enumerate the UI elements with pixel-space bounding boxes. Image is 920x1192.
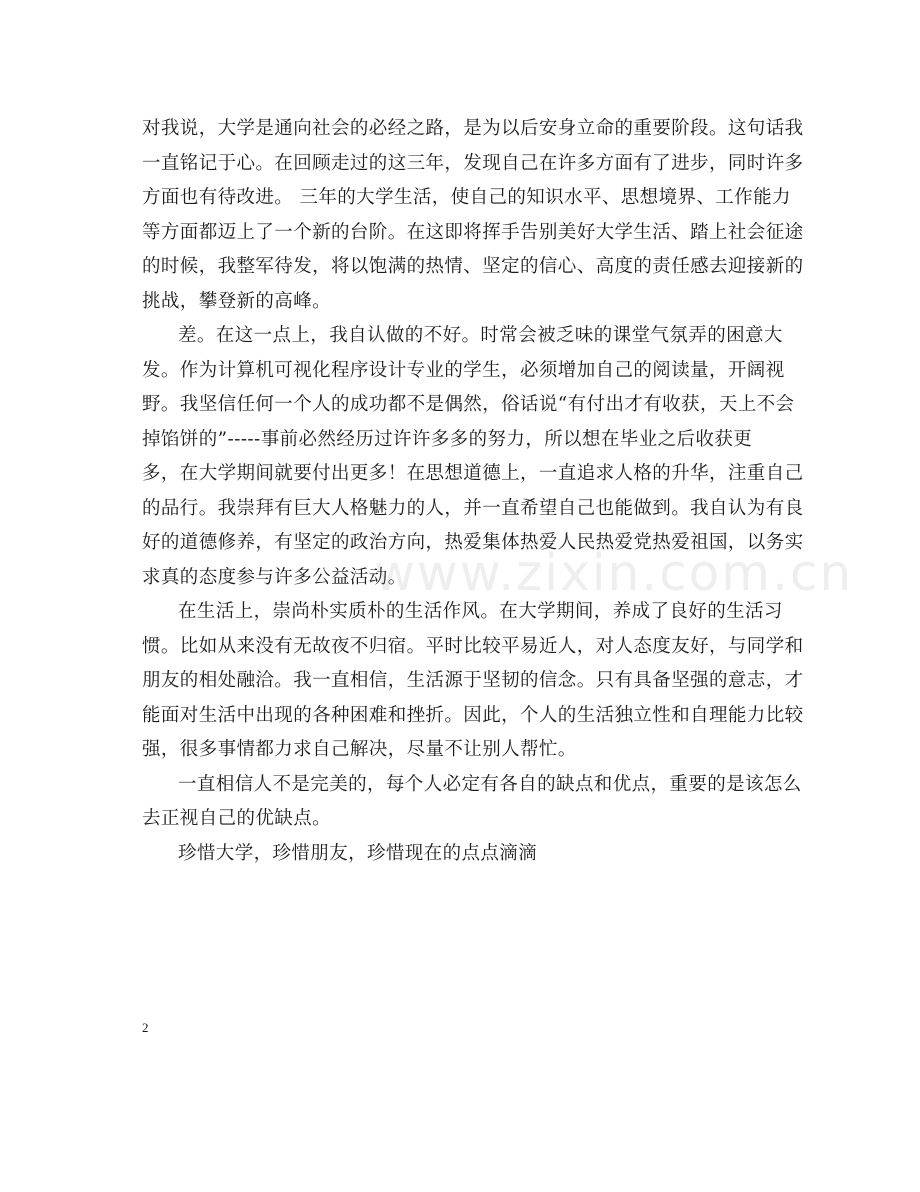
text-line: 强，很多事情都力求自己解决，尽量不让别人帮忙。 bbox=[142, 739, 577, 760]
text-line: 等方面都迈上了一个新的台阶。在这即将挥手告别美好大学生活、踏上社会征途 bbox=[142, 221, 804, 243]
watermark: www.zixin.com.cn bbox=[374, 544, 854, 602]
page-number: 2 bbox=[142, 1020, 149, 1035]
text-line: 好的道德修养，有坚定的政治方向，热爱集体热爱人民热爱党热爱祖国，以务实 bbox=[142, 532, 804, 553]
body-text bbox=[142, 112, 804, 871]
text-line: 挑战，攀登新的高峰。 bbox=[142, 290, 332, 312]
text-line: 对我说，大学是通向社会的必经之路，是为以后安身立命的重要阶段。这句话我 bbox=[142, 118, 804, 139]
text-line: 一直相信人不是完美的，每个人必定有各自的缺点和优点，重要的是该怎么 bbox=[178, 773, 802, 795]
text-line: 掉馅饼的”-----事前必然经历过许许多多的努力，所以想在毕业之后收获更 bbox=[142, 428, 753, 450]
text-line: 求真的态度参与许多公益活动。 bbox=[142, 566, 407, 588]
text-line: 能面对生活中出现的各种困难和挫折。因此，个人的生活独立性和自理能力比较 bbox=[142, 704, 804, 726]
text-line: 在生活上，崇尚朴实质朴的生活作风。在大学期间，养成了良好的生活习 bbox=[178, 601, 783, 622]
text-line: 朋友的相处融洽。我一直相信，生活源于坚韧的信念。只有具备坚强的意志，才 bbox=[142, 670, 804, 691]
text-line: 去正视自己的优缺点。 bbox=[142, 808, 332, 829]
text-line: 的品行。我崇拜有巨大人格魅力的人，并一直希望自己也能做到。我自认为有良 bbox=[142, 497, 804, 519]
text-line: 方面也有待改进。 三年的大学生活，使自己的知识水平、思想境界、工作能力 bbox=[142, 187, 791, 208]
text-line: 发。作为计算机可视化程序设计专业的学生，必须增加自己的阅读量，开阔视 bbox=[142, 359, 785, 381]
text-line: 的时候，我整军待发，将以饱满的热情、坚定的信心、高度的责任感去迎接新的 bbox=[142, 256, 804, 277]
text-line: 差。在这一点上，我自认做的不好。时常会被乏味的课堂气氛弄的困意大 bbox=[178, 325, 783, 346]
text-line: 野。我坚信任何一个人的成功都不是偶然，俗话说“有付出才有收获，天上不会 bbox=[142, 394, 795, 415]
text-line: 多，在大学期间就要付出更多！在思想道德上，一直追求人格的升华，注重自己 bbox=[142, 463, 804, 484]
text-line: 珍惜大学，珍惜朋友，珍惜现在的点点滴滴 bbox=[178, 842, 538, 864]
text-line: 一直铭记于心。在回顾走过的这三年，发现自己在许多方面有了进步，同时许多 bbox=[142, 152, 804, 174]
text-line: 惯。比如从来没有无故夜不归宿。平时比较平易近人，对人态度友好，与同学和 bbox=[142, 635, 804, 657]
